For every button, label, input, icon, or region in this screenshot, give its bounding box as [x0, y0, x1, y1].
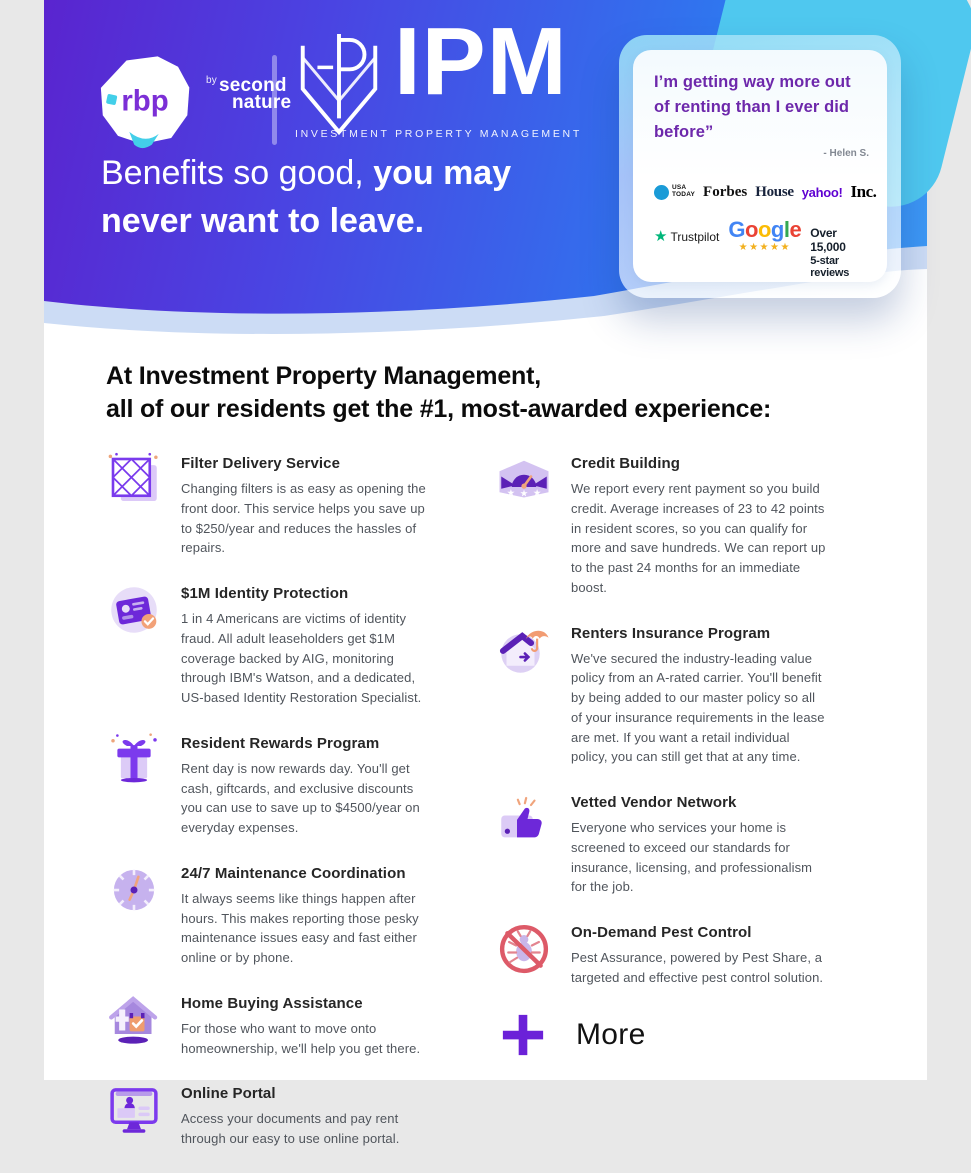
quote-attribution: - Helen S. — [823, 148, 869, 160]
thumbs-up-icon — [496, 791, 552, 847]
benefit-text — [571, 921, 826, 988]
media-logos-row — [654, 182, 877, 202]
testimonial-card-inner — [633, 50, 887, 282]
benefit-item — [106, 582, 430, 708]
benefit-title: Renters Insurance Program — [571, 624, 771, 642]
house-logo: House — [755, 183, 794, 200]
plus-icon — [500, 1012, 546, 1058]
headline-normal: Benefits so good, — [101, 154, 374, 192]
benefit-text — [571, 791, 826, 897]
benefit-title: 24/7 Maintenance Coordination — [181, 864, 406, 882]
benefit-item — [106, 1082, 430, 1149]
benefit-text — [181, 992, 430, 1059]
benefit-text — [181, 862, 430, 968]
benefit-description: Rent day is now rewards day. You'll get cash, giftcards, and exclusive discounts you can use to save up to $4500/year on everyday expenses. — [181, 760, 420, 835]
ipm-monogram-icon — [290, 28, 388, 142]
headline-bold-line2: never want to leave. — [101, 201, 425, 240]
benefit-description: We've secured the industry-leading value policy from an A-rated carrier. You'll benefit by being added to our master policy so all of your insurance requirements in the lease are met. If you want a retail individual policy, you can still get that at any time. — [571, 650, 825, 765]
more-row — [500, 1012, 826, 1058]
section-heading-line2: all of our residents get the #1, most-awarded experience: — [106, 395, 772, 423]
benefit-item — [496, 791, 826, 897]
rbp-logo — [94, 53, 196, 148]
id-card-icon — [106, 582, 162, 638]
benefit-text — [181, 1082, 430, 1149]
trustpilot-star-icon: ★ — [654, 228, 668, 246]
benefit-title: Home Buying Assistance — [181, 994, 363, 1012]
benefit-item — [496, 921, 826, 988]
benefit-item — [106, 862, 430, 968]
testimonial-card — [619, 35, 901, 298]
benefit-item — [106, 992, 430, 1059]
benefit-description: For those who want to move onto homeownership, we'll help you get there. — [181, 1020, 421, 1056]
benefit-text — [181, 732, 430, 838]
benefit-description: We report every rent payment so you build credit. Average increases of 23 to 42 points in resident scores, so you can qualify for more and save hundreds. We can report up to the past 24 months for an immediate boost. — [571, 481, 826, 595]
svg-text:★: ★ — [519, 488, 529, 500]
usa-today-logo: USA TODAY — [654, 185, 695, 200]
quote-text: I’m getting way more out of renting than I ever did before” — [654, 73, 851, 141]
hero-section — [44, 0, 927, 345]
filter-icon — [106, 452, 162, 508]
brand-title: IPM — [394, 8, 568, 115]
section-heading — [106, 360, 771, 426]
benefit-item — [496, 452, 826, 598]
benefit-description: Everyone who services your home is screened to exceed our standards for insurance, licensing, and professionalism for the job. — [571, 820, 813, 895]
google-word: Google — [728, 217, 802, 243]
benefits-columns — [106, 452, 826, 1173]
umbrella-house-icon — [496, 622, 552, 678]
trustpilot-logo — [654, 229, 719, 244]
headline-bold-inline: you may — [373, 154, 512, 192]
benefit-title: Credit Building — [571, 455, 680, 472]
benefit-title: $1M Identity Protection — [181, 585, 349, 602]
inc-logo: Inc. — [850, 182, 877, 202]
benefit-item — [106, 452, 430, 558]
clock-icon — [106, 862, 162, 918]
reviews-row — [654, 217, 871, 280]
benefit-description: Pest Assurance, powered by Pest Share, a targeted and effective pest control solution. — [571, 950, 824, 985]
benefit-description: Changing filters is as easy as opening the front door. This service helps you save up to $250/year and reduces the hassles of repairs. — [181, 481, 426, 556]
brand-subtitle: INVESTMENT PROPERTY MANAGEMENT — [295, 128, 582, 140]
benefit-title: On-Demand Pest Control — [571, 924, 752, 941]
google-logo — [728, 219, 801, 253]
benefit-title: Resident Rewards Program — [181, 734, 380, 752]
benefit-item — [106, 732, 430, 838]
second-nature-logo — [206, 76, 291, 112]
by-label: by — [206, 75, 217, 86]
benefit-title: Vetted Vendor Network — [571, 794, 737, 811]
gift-icon — [106, 732, 162, 788]
reviews-count: Over 15,000 5-star reviews — [810, 226, 850, 280]
google-stars: ★★★★★ — [738, 242, 791, 254]
section-heading-line1: At Investment Property Management, — [106, 362, 541, 390]
benefit-text — [181, 582, 430, 708]
gauge-stars-icon — [496, 452, 552, 508]
benefits-left-column — [106, 452, 430, 1173]
flyer-page — [44, 0, 927, 1146]
forbes-logo: Forbes — [703, 183, 748, 200]
benefit-text — [181, 452, 430, 558]
benefit-item — [496, 622, 826, 768]
yahoo-logo: yahoo! — [801, 184, 843, 200]
trustpilot-label: Trustpilot — [670, 229, 720, 244]
benefit-title: Filter Delivery Service — [181, 455, 341, 472]
svg-text:★: ★ — [532, 487, 542, 499]
benefit-text — [571, 452, 826, 598]
second-nature-line2: nature — [232, 92, 292, 114]
benefit-description: Access your documents and pay rent through our easy to use online portal. — [181, 1111, 400, 1146]
brand-divider — [272, 55, 277, 145]
second-nature-line1: second — [218, 75, 287, 96]
no-pests-icon — [496, 921, 552, 977]
benefit-description: It always seems like things happen after hours. This makes reporting those pesky maintenance issues easy and fast either online or by phone. — [181, 890, 419, 965]
headline — [101, 150, 511, 245]
benefit-description: 1 in 4 Americans are victims of identity fraud. All adult leaseholders get $1M coverage backed by AIG, monitoring through IBM's Watson, and a dedicated, US-based Identity Restoration Specialist. — [181, 611, 422, 705]
benefit-title: Online Portal — [181, 1085, 276, 1103]
more-label: More — [576, 1017, 646, 1051]
benefit-text — [571, 622, 826, 768]
usa-today-dot-icon — [654, 185, 669, 200]
benefits-right-column — [496, 452, 826, 1173]
house-icon — [106, 992, 162, 1048]
monitor-icon — [106, 1082, 162, 1138]
svg-text:★: ★ — [506, 487, 516, 499]
svg-text:rbp: rbp — [121, 84, 169, 118]
